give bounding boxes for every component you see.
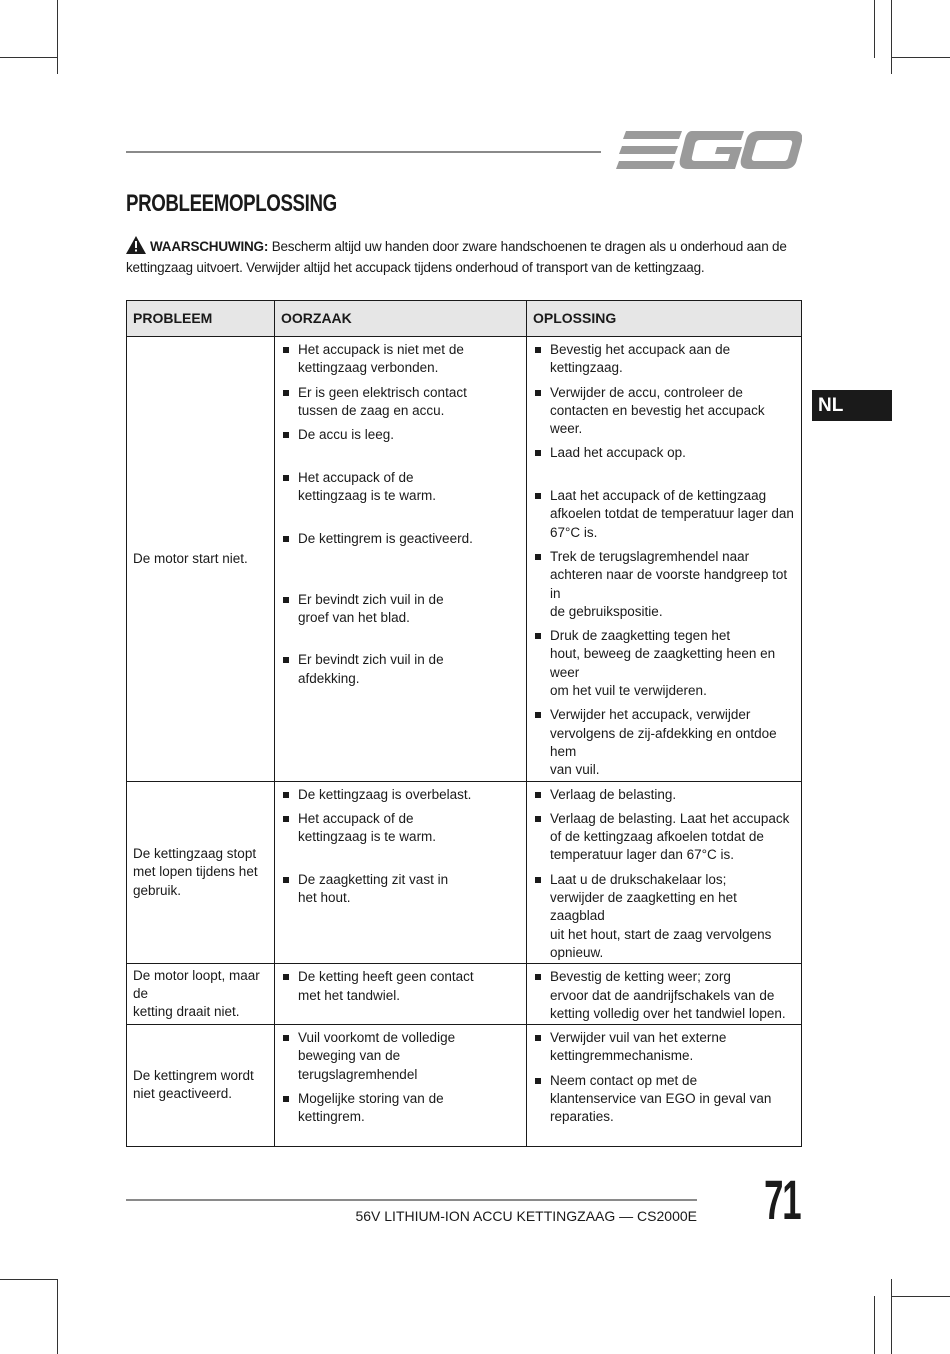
cause-item-text: Het accupack of de kettingzaag is te warm. (298, 469, 437, 504)
column-header-problem: PROBLEEM (127, 301, 275, 337)
solution-item (533, 384, 795, 439)
solution-cell (527, 964, 802, 1025)
troubleshooting-table (126, 300, 802, 1147)
bullet-icon (283, 792, 289, 798)
cause-item (281, 871, 520, 944)
solution-item-text: Verlaag de belasting. (550, 786, 677, 802)
crop-mark (57, 1279, 58, 1354)
cause-cell (275, 337, 527, 782)
bullet-icon (283, 657, 289, 663)
solution-item-text: Verwijder vuil van het externe kettingremmechanisme. (550, 1030, 727, 1064)
bullet-icon (283, 1035, 289, 1041)
table-row (127, 964, 802, 1025)
crop-mark (874, 1296, 875, 1354)
solution-item-text: Laat u de drukschakelaar los; verwijder de zaagketting en het zaagblad uit het hout, start de zaag vervolgens opnieuw. (550, 871, 772, 960)
bullet-icon (535, 390, 541, 396)
table-row (127, 337, 802, 782)
cause-cell (275, 781, 527, 964)
solution-cell (527, 337, 802, 782)
bullet-icon (283, 347, 289, 353)
problem-text: De kettingrem wordt niet geactiveerd. (133, 1068, 254, 1102)
solution-cell (527, 781, 802, 964)
solution-item (533, 341, 795, 378)
cause-item-text: De kettingzaag is overbelast. (298, 786, 472, 802)
cause-item-text: De accu is leeg. (298, 427, 395, 443)
cause-item (281, 1029, 520, 1084)
bullet-icon (535, 816, 541, 822)
solution-item (533, 1029, 795, 1066)
solution-item-text: Verlaag de belasting. Laat het accupack of de kettingzaag afkoelen totdat de temperatuur lager dan 67°C is. (550, 810, 790, 863)
cause-item-text: Er is geen elektrisch contact tussen de zaag en accu. (298, 384, 467, 418)
cause-item (281, 810, 520, 865)
cause-item (281, 968, 520, 1023)
cause-item (281, 341, 520, 378)
crop-mark (0, 57, 58, 58)
warning-notice (126, 236, 806, 277)
cause-item (281, 384, 520, 421)
solution-item (533, 548, 795, 621)
solution-item (533, 1072, 795, 1127)
bullet-icon (535, 554, 541, 560)
cause-item (281, 591, 520, 646)
bullet-icon (283, 816, 289, 822)
bullet-icon (535, 712, 541, 718)
solution-item (533, 444, 795, 481)
problem-cell (127, 337, 275, 782)
solution-item-text: Verwijder het accupack, verwijder vervolgens de zij-afdekking en ontdoe hem van vuil. (550, 707, 777, 778)
column-header-cause: OORZAAK (275, 301, 527, 337)
bullet-icon (283, 390, 289, 396)
crop-mark (57, 0, 58, 74)
table-row (127, 1025, 802, 1147)
solution-item (533, 786, 795, 804)
cause-item-text: De kettingrem is geactiveerd. (298, 530, 473, 546)
cause-cell (275, 1025, 527, 1147)
bullet-icon (283, 475, 289, 481)
solution-item-text: Bevestig het accupack aan de kettingzaag. (550, 342, 731, 376)
table-header-row (127, 301, 802, 337)
ego-logo (616, 128, 802, 172)
cause-item-text: Mogelijke storing van de kettingrem. (298, 1090, 444, 1125)
solution-item-text: Bevestig de ketting weer; zorg ervoor dat de aandrijfschakels van de ketting volledig over het tandwiel lopen. (550, 969, 786, 1021)
solution-item-text: Neem contact op met de klantenservice van EGO in geval van reparaties. (550, 1072, 772, 1125)
cause-item (281, 530, 520, 585)
problem-text: De motor loopt, maar de ketting draait niet. (133, 967, 260, 1020)
cause-item-text: Er bevindt zich vuil in de afdekking. (298, 652, 444, 686)
warning-label: WAARSCHUWING: (150, 239, 269, 254)
solution-item (533, 706, 795, 779)
solution-cell (527, 1025, 802, 1147)
problem-text: De motor start niet. (133, 550, 248, 566)
bullet-icon (283, 974, 289, 980)
cause-item (281, 651, 520, 706)
bullet-icon (535, 877, 541, 883)
cause-item-text: Het accupack of de kettingzaag is te warm. (298, 810, 437, 845)
cause-item (281, 426, 520, 463)
crop-mark (891, 1279, 892, 1354)
cause-cell (275, 964, 527, 1025)
column-header-solution: OPLOSSING (527, 301, 802, 337)
page-number: 71 (763, 1168, 800, 1231)
bullet-icon (283, 536, 289, 542)
bullet-icon (535, 1078, 541, 1084)
bullet-icon (535, 974, 541, 980)
bullet-icon (535, 1035, 541, 1041)
cause-item (281, 786, 520, 804)
cause-item-text: Vuil voorkomt de volledige beweging van de terugslagremhendel (298, 1030, 456, 1082)
problem-cell (127, 781, 275, 964)
cause-item-text: Er bevindt zich vuil in de groef van het blad. (298, 591, 444, 625)
bullet-icon (283, 597, 289, 603)
solution-item-text: Verwijder de accu, controleer de contacten en bevestig het accupack weer. (550, 384, 765, 437)
table-row (127, 781, 802, 964)
bullet-icon (283, 1096, 289, 1102)
solution-item-text: Trek de terugslagremhendel naar achteren naar de voorste handgreep tot in de gebruikspositie. (550, 548, 788, 619)
warning-text: Bescherm altijd uw handen door zware handschoenen te dragen als u onderhoud aan de kettingzaag uitvoert. Verwijder altijd het accupack tijdens onderhoud of transport van de kettingzaag. (126, 239, 787, 275)
cause-item (281, 1090, 520, 1145)
header-rule (126, 151, 601, 153)
bullet-icon (535, 450, 541, 456)
cause-item (281, 469, 520, 524)
bullet-icon (535, 792, 541, 798)
solution-item (533, 871, 795, 962)
page-title: PROBLEEMOPLOSSING (126, 190, 337, 217)
footer-product-name: 56V LITHIUM-ION ACCU KETTINGZAAG — CS2000E (355, 1208, 697, 1224)
solution-item-text: Druk de zaagketting tegen het hout, beweeg de zaagketting heen en weer om het vuil te verwijderen. (550, 628, 776, 699)
crop-mark (891, 1296, 950, 1297)
cause-item-text: De ketting heeft geen contact met het tandwiel. (298, 969, 474, 1003)
bullet-icon (535, 493, 541, 499)
bullet-icon (283, 877, 289, 883)
cause-item-text: Het accupack is niet met de kettingzaag verbonden. (298, 342, 464, 376)
solution-item (533, 627, 795, 700)
crop-mark (891, 57, 950, 58)
solution-item (533, 968, 795, 1023)
crop-mark (891, 0, 892, 74)
bullet-icon (535, 347, 541, 353)
solution-item-text: Laat het accupack of de kettingzaag afkoelen totdat de temperatuur lager dan 67°C is. (550, 488, 794, 540)
crop-mark (0, 1279, 58, 1280)
solution-item (533, 487, 795, 542)
warning-triangle-icon (126, 236, 146, 259)
language-tab: NL (812, 390, 892, 421)
solution-item (533, 810, 795, 865)
problem-cell (127, 964, 275, 1025)
footer-rule (126, 1199, 697, 1201)
bullet-icon (535, 633, 541, 639)
bullet-icon (283, 432, 289, 438)
cause-item-text: De zaagketting zit vast in het hout. (298, 871, 449, 906)
solution-item-text: Laad het accupack op. (550, 445, 686, 461)
problem-cell (127, 1025, 275, 1147)
table-body (127, 337, 802, 1147)
crop-mark (874, 0, 875, 58)
problem-text: De kettingzaag stopt met lopen tijdens het gebruik. (133, 845, 258, 898)
